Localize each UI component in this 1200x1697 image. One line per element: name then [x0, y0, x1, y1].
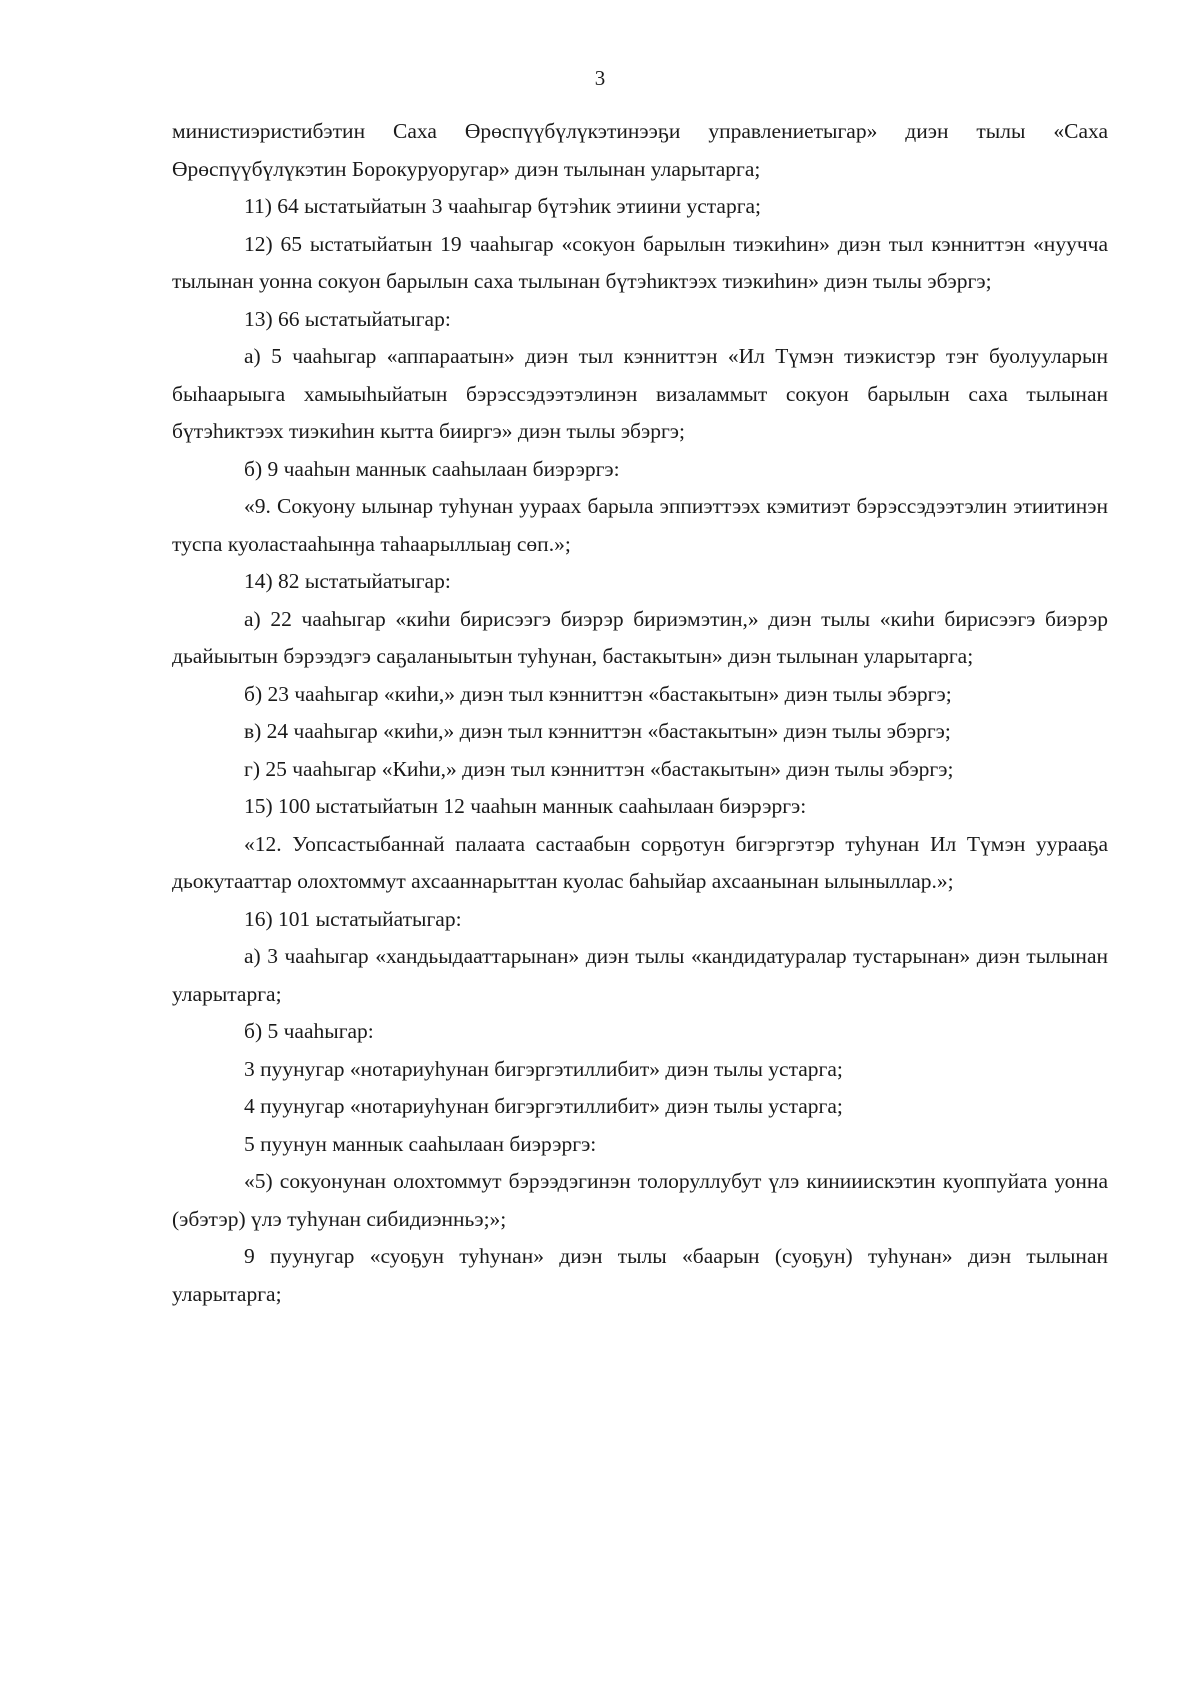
paragraph: «12. Уопсастыбаннай палаата састаабын сорҕотун бигэргэтэр туһунан Ил Түмэн уурааҕа дьокутааттар олохтоммут ахсааннарыттан куолас баһыйар ахсаанынан ылыныллар.»; — [172, 831, 1108, 893]
paragraph: б) 23 чааһыгар «киһи,» диэн тыл кэнниттэн «бастакытын» диэн тылы эбэргэ; — [244, 681, 952, 706]
paragraph: 3 пуунугар «нотариуһунан бигэргэтиллибит» диэн тылы устарга; — [244, 1056, 843, 1081]
paragraph: г) 25 чааһыгар «Киһи,» диэн тыл кэнниттэн «бастакытын» диэн тылы эбэргэ; — [244, 756, 954, 781]
paragraph: а) 22 чааһыгар «киһи бирисээгэ биэрэр бириэмэтин,» диэн тылы «киһи бирисээгэ биэрэр дьайыытын бэрээдэгэ саҕаланыытын туһунан, бастакытын» диэн тылынан уларытарга; — [172, 606, 1108, 668]
paragraph: 9 пуунугар «суоҕун туһунан» диэн тылы «баарын (суоҕун) туһунан» диэн тылынан уларытарга; — [172, 1244, 1108, 1306]
paragraph: а) 3 чааһыгар «хандьыдааттарынан» диэн тылы «кандидатуралар тустарынан» диэн тылынан уларытарга; — [172, 944, 1108, 1006]
paragraph: «9. Сокуону ылынар туһунан уураах барыла эппиэттээх кэмитиэт бэрэссэдээтэлин этиитинэн туспа куоластааһынӈа таһаарыллыаӈ сөп.»; — [172, 494, 1108, 556]
paragraph: 15) 100 ыстатыйатын 12 чааһын маннык сааһылаан биэрэргэ: — [244, 794, 807, 818]
paragraph: 11) 64 ыстатыйатын 3 чааһыгар бүтэһик этиини устарга; — [244, 194, 762, 218]
paragraph: б) 5 чааһыгар: — [244, 1019, 374, 1043]
paragraph: в) 24 чааһыгар «киһи,» диэн тыл кэнниттэн «бастакытын» диэн тылы эбэргэ; — [244, 719, 951, 743]
paragraph: 13) 66 ыстатыйатыгар: — [244, 306, 451, 331]
paragraph: 16) 101 ыстатыйатыгар: — [244, 906, 462, 931]
paragraph: а) 5 чааһыгар «аппараатын» диэн тыл кэнниттэн «Ил Түмэн тиэкистэр тэҥ буолууларын быһаарыыга хамыыһыйатын бэрэссэдээтэлинэн визаламмыт сокуон барылын саха тылынан бүтэһиктээх тиэкиһин кытта бииргэ» диэн тылы эбэргэ; — [172, 344, 1108, 443]
paragraph: 14) 82 ыстатыйатыгар: — [244, 569, 451, 593]
paragraph: 12) 65 ыстатыйатын 19 чааһыгар «сокуон барылын тиэкиһин» диэн тыл кэнниттэн «нуучча тылынан уонна сокуон барылын саха тылынан бүтэһиктээх тиэкиһин» диэн тылы эбэргэ; — [172, 231, 1108, 293]
document-body — [172, 113, 1108, 1313]
page-number: 3 — [594, 66, 606, 90]
paragraph: б) 9 чааһын маннык сааһылаан биэрэргэ: — [244, 456, 620, 481]
paragraph: «5) сокуонунан олохтоммут бэрээдэгинэн толоруллубут үлэ кинииискэтин куоппуйата уонна (эбэтэр) үлэ туһунан сибидиэнньэ;»; — [172, 1169, 1108, 1231]
paragraph: 5 пуунун маннык сааһылаан биэрэргэ: — [244, 1131, 597, 1156]
paragraph: министиэристибэтин Саха Өрөспүүбүлүкэтинээҕи управлениетыгар» диэн тылы «Саха Өрөспүүбүлүкэтин Борокуруоругар» диэн тылынан уларытарга; — [172, 119, 1108, 181]
paragraph: 4 пуунугар «нотариуһунан бигэргэтиллибит» диэн тылы устарга; — [244, 1094, 843, 1118]
